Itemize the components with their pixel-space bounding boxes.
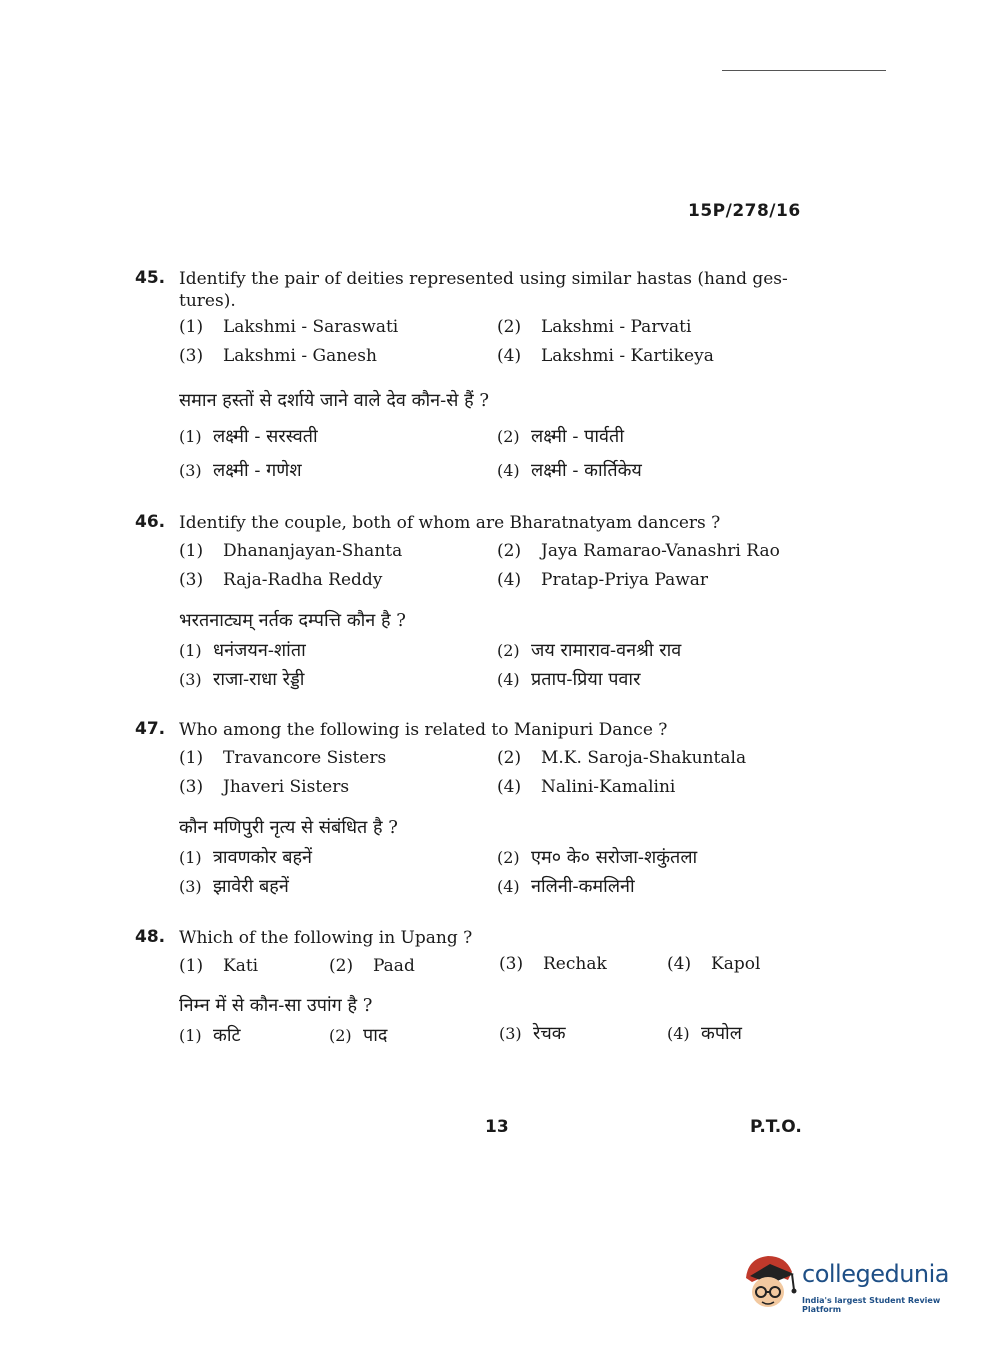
option-1: (1) Dhananjayan-Shanta (179, 541, 403, 561)
option-2: (2) Jaya Ramarao-Vanashri Rao (497, 541, 780, 561)
option-4: (4) Nalini-Kamalini (497, 777, 676, 797)
hindi-option-4: (4) लक्ष्मी - कार्तिकेय (497, 460, 642, 481)
question-number: 47. (135, 719, 166, 739)
hindi-option-4: (4) प्रताप-प्रिया पवार (497, 669, 641, 690)
option-4: (4) Pratap-Priya Pawar (497, 570, 709, 590)
paper-code: 15P/278/16 (688, 201, 801, 221)
hindi-option-3: (3) राजा-राधा रेड्डी (179, 669, 305, 690)
question-text: Identify the couple, both of whom are Bharatnatyam dancers ? (179, 513, 721, 533)
option-3: (3) Lakshmi - Ganesh (179, 346, 377, 366)
option-1: (1) Travancore Sisters (179, 748, 387, 768)
option-1: (1) Lakshmi - Saraswati (179, 317, 399, 337)
question-text: Identify the pair of deities represented using similar hastas (hand ges-tures). (179, 269, 788, 311)
hindi-option-1: (1) धनंजयन-शांता (179, 640, 306, 661)
option-2: (2) Lakshmi - Parvati (497, 317, 692, 337)
option-3: (3) Raja-Radha Reddy (179, 570, 383, 590)
question-number: 46. (135, 512, 166, 532)
collegedunia-watermark (742, 1250, 972, 1320)
hindi-option-2: (2) लक्ष्मी - पार्वती (497, 426, 624, 447)
hindi-option-4: (4) कपोल (667, 1023, 742, 1044)
hindi-question-text: कौन मणिपुरी नृत्य से संबंधित है ? (179, 817, 398, 838)
hindi-option-2: (2) पाद (329, 1025, 388, 1046)
hindi-option-3: (3) रेचक (499, 1023, 566, 1044)
question-text: Which of the following in Upang ? (179, 928, 473, 948)
hindi-option-2: (2) जय रामाराव-वनश्री राव (497, 640, 682, 661)
question-text: Who among the following is related to Manipuri Dance ? (179, 720, 668, 740)
hindi-option-1: (1) त्रावणकोर बहनें (179, 847, 313, 868)
top-rule (722, 70, 886, 71)
option-3: (3) Rechak (499, 954, 607, 974)
option-2: (2) M.K. Saroja-Shakuntala (497, 748, 747, 768)
hindi-question-text: समान हस्तों से दर्शाये जाने वाले देव कौन-से हैं ? (179, 390, 490, 411)
hindi-option-4: (4) नलिनी-कमलिनी (497, 876, 635, 897)
hindi-option-2: (2) एम० के० सरोजा-शकुंतला (497, 847, 698, 868)
hindi-option-1: (1) लक्ष्मी - सरस्वती (179, 426, 318, 447)
brand-tagline: India's largest Student Review Platform (802, 1296, 941, 1314)
question-number: 45. (135, 268, 166, 288)
question-number: 48. (135, 927, 166, 947)
hindi-question-text: भरतनाट्यम् नर्तक दम्पत्ति कौन है ? (179, 610, 406, 631)
mascot-icon (742, 1250, 798, 1312)
option-1: (1) Kati (179, 956, 259, 976)
brand-name: collegedunia (802, 1260, 950, 1288)
option-2: (2) Paad (329, 956, 415, 976)
option-4: (4) Kapol (667, 954, 761, 974)
hindi-option-3: (3) लक्ष्मी - गणेश (179, 460, 302, 481)
hindi-option-3: (3) झावेरी बहनें (179, 876, 289, 897)
hindi-question-text: निम्न में से कौन-सा उपांग है ? (179, 995, 373, 1016)
option-4: (4) Lakshmi - Kartikeya (497, 346, 714, 366)
pto-label: P.T.O. (750, 1117, 802, 1137)
hindi-option-1: (1) कटि (179, 1025, 241, 1046)
option-3: (3) Jhaveri Sisters (179, 777, 350, 797)
page-number: 13 (485, 1117, 509, 1137)
